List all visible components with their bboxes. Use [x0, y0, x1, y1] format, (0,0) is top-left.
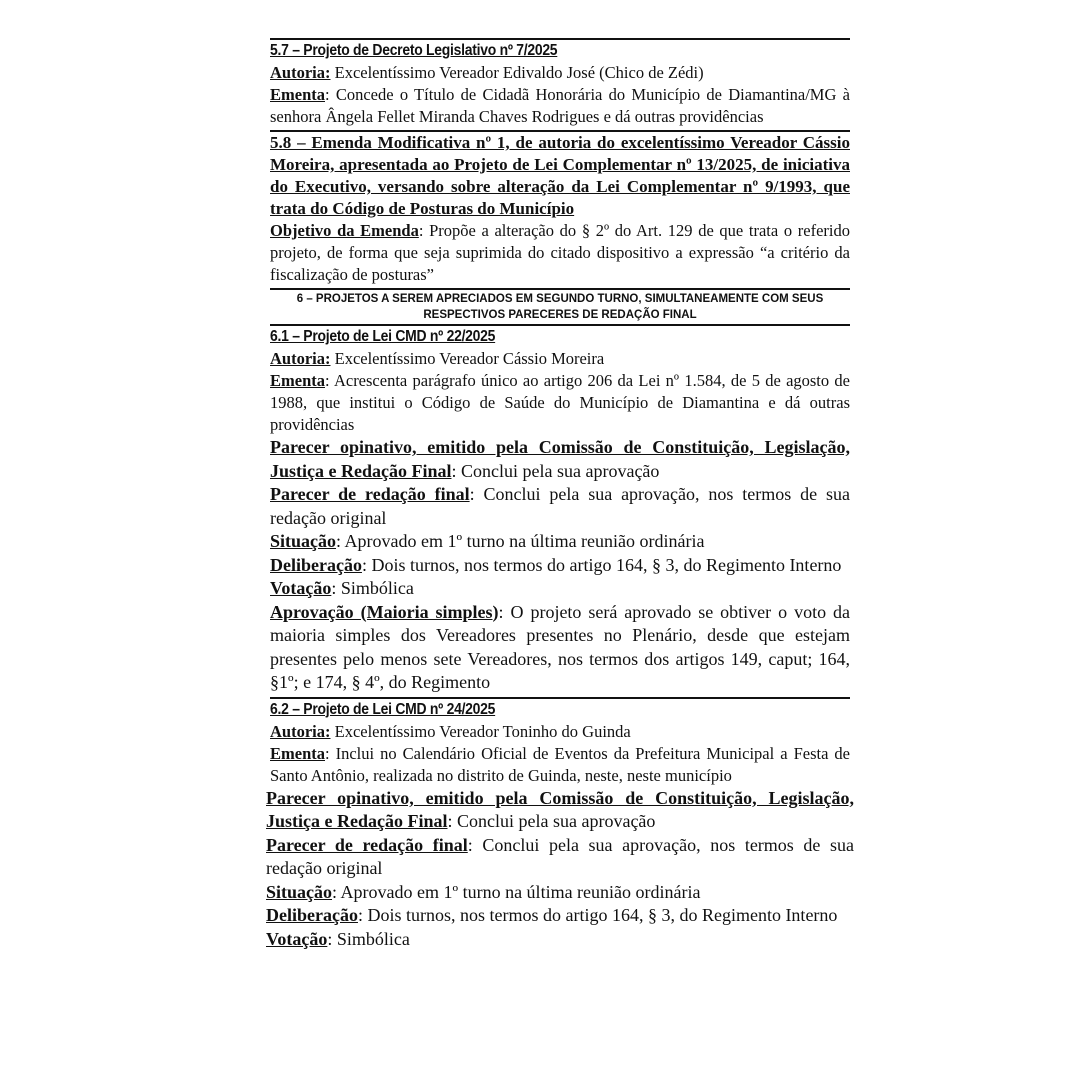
- divider: [270, 288, 850, 290]
- autoria-label: Autoria:: [270, 721, 331, 741]
- section-5-7-ementa: [270, 84, 850, 128]
- redacao-label: Parecer de redação final: [270, 484, 470, 504]
- section-6-2-details: [266, 787, 854, 952]
- parecer-label: Parecer opinativo, emitido pela Comissão de Constituição, Legislação, Justiça e Redação Final: [266, 787, 854, 831]
- ementa-text: : Inclui no Calendário Oficial de Eventos da Prefeitura Municipal a Festa de Santo Antônio, realizada no distrito de Guinda, neste, neste município: [270, 743, 850, 785]
- section-6-1-autoria: [270, 348, 850, 370]
- situacao-text: : Aprovado em 1º turno na última reunião ordinária: [332, 881, 701, 902]
- deliberacao: [270, 554, 850, 578]
- autoria-text: Excelentíssimo Vereador Cássio Moreira: [330, 349, 605, 368]
- deliberacao-text: : Dois turnos, nos termos do artigo 164, § 3, do Regimento Interno: [357, 905, 838, 925]
- deliberacao: [266, 904, 854, 928]
- section-6-heading-line2: RESPECTIVOS PARECERES DE REDAÇÃO FINAL: [423, 309, 697, 321]
- aprovacao-text: : O projeto será aprovado se obtiver o voto da maioria simples dos Vereadores presentes no Plenário, desde que estejam presentes pelo menos sete Vereadores, nos termos dos artigos 149, caput; 164, §1º; e 174, § 4º, do Regimento: [270, 601, 851, 692]
- parecer-redacao-final: [266, 834, 854, 881]
- section-5-8-title: 5.8 – Emenda Modificativa nº 1, de autoria do excelentíssimo Vereador Cássio Moreira, apresentada ao Projeto de Lei Complementar nº 13/2025, de iniciativa do Executivo, versando sobre alteração da Lei Complementar nº 9/1993, que trata do Código de Posturas do Município: [270, 133, 850, 218]
- deliberacao-label: Deliberação: [266, 905, 358, 925]
- ementa-text: : Concede o Título de Cidadã Honorária do Município de Diamantina/MG à senhora Ângela Fellet Miranda Chaves Rodrigues e dá outras providências: [270, 85, 850, 126]
- votacao-label: Votação: [266, 928, 328, 949]
- deliberacao-text: : Dois turnos, nos termos do artigo 164, § 3, do Regimento Interno: [361, 554, 842, 575]
- autoria-label: Autoria:: [270, 63, 331, 82]
- votacao-text: : Simbólica: [327, 928, 410, 949]
- objetivo-label: Objetivo da Emenda: [270, 221, 419, 240]
- section-5-8-objetivo: [270, 220, 850, 286]
- situacao: [266, 881, 854, 905]
- section-6-1-details: [270, 436, 850, 695]
- votacao-text: : Simbólica: [331, 578, 414, 598]
- redacao-label: Parecer de redação final: [266, 834, 468, 855]
- section-5-7-autoria: [270, 62, 850, 84]
- parecer-opinativo: [270, 436, 850, 483]
- redacao-text: : Conclui pela sua aprovação, nos termos de sua redação original: [266, 834, 854, 878]
- section-6-1-title: 6.1 – Projeto de Lei CMD nº 22/2025: [270, 328, 496, 345]
- parecer-text: : Conclui pela sua aprovação: [447, 811, 656, 831]
- section-5-7-title: 5.7 – Projeto de Decreto Legislativo nº 7/2025: [270, 42, 558, 59]
- situacao: [270, 530, 850, 554]
- situacao-text: : Aprovado em 1º turno na última reunião ordinária: [336, 531, 705, 551]
- section-6-heading: [270, 292, 850, 323]
- votacao: [266, 928, 854, 952]
- ementa-label: Ementa: [270, 371, 325, 390]
- parecer-label: Parecer opinativo, emitido pela Comissão de Constituição, Legislação, Justiça e Redação Final: [270, 437, 850, 481]
- parecer-redacao-final: [270, 483, 850, 530]
- ementa-label: Ementa: [270, 743, 325, 763]
- autoria-text: Excelentíssimo Vereador Toninho do Guinda: [330, 721, 631, 741]
- section-6-1-ementa: [270, 370, 850, 436]
- ementa-label: Ementa: [270, 85, 325, 104]
- aprovacao: [270, 601, 850, 695]
- parecer-text: : Conclui pela sua aprovação: [451, 460, 660, 481]
- autoria-text: Excelentíssimo Vereador Edivaldo José (Chico de Zédi): [330, 63, 704, 82]
- objetivo-text: : Propõe a alteração do § 2º do Art. 129 de que trata o referido projeto, de forma que seja suprimida do citado dispositivo a expressão “a critério da fiscalização de posturas”: [270, 221, 851, 284]
- autoria-label: Autoria:: [270, 349, 331, 368]
- section-6-2-title: 6.2 – Projeto de Lei CMD nº 24/2025: [270, 700, 496, 718]
- document-page: [266, 38, 854, 951]
- parecer-opinativo: [266, 787, 854, 834]
- votacao-label: Votação: [270, 578, 332, 598]
- ementa-text: : Acrescenta parágrafo único ao artigo 206 da Lei nº 1.584, de 5 de agosto de 1988, que institui o Código de Saúde do Município de Diamantina e dá outras providências: [270, 371, 850, 434]
- votacao: [270, 577, 850, 601]
- deliberacao-label: Deliberação: [270, 554, 362, 575]
- situacao-label: Situação: [266, 881, 333, 902]
- aprovacao-label: Aprovação (Maioria simples): [270, 601, 499, 622]
- situacao-label: Situação: [270, 531, 337, 551]
- redacao-text: : Conclui pela sua aprovação, nos termos de sua redação original: [270, 484, 851, 528]
- section-6-2-autoria: [270, 721, 850, 743]
- section-6-2-ementa: [270, 743, 850, 787]
- section-6-heading-line1: 6 – PROJETOS A SEREM APRECIADOS EM SEGUNDO TURNO, SIMULTANEAMENTE COM SEUS: [296, 293, 824, 305]
